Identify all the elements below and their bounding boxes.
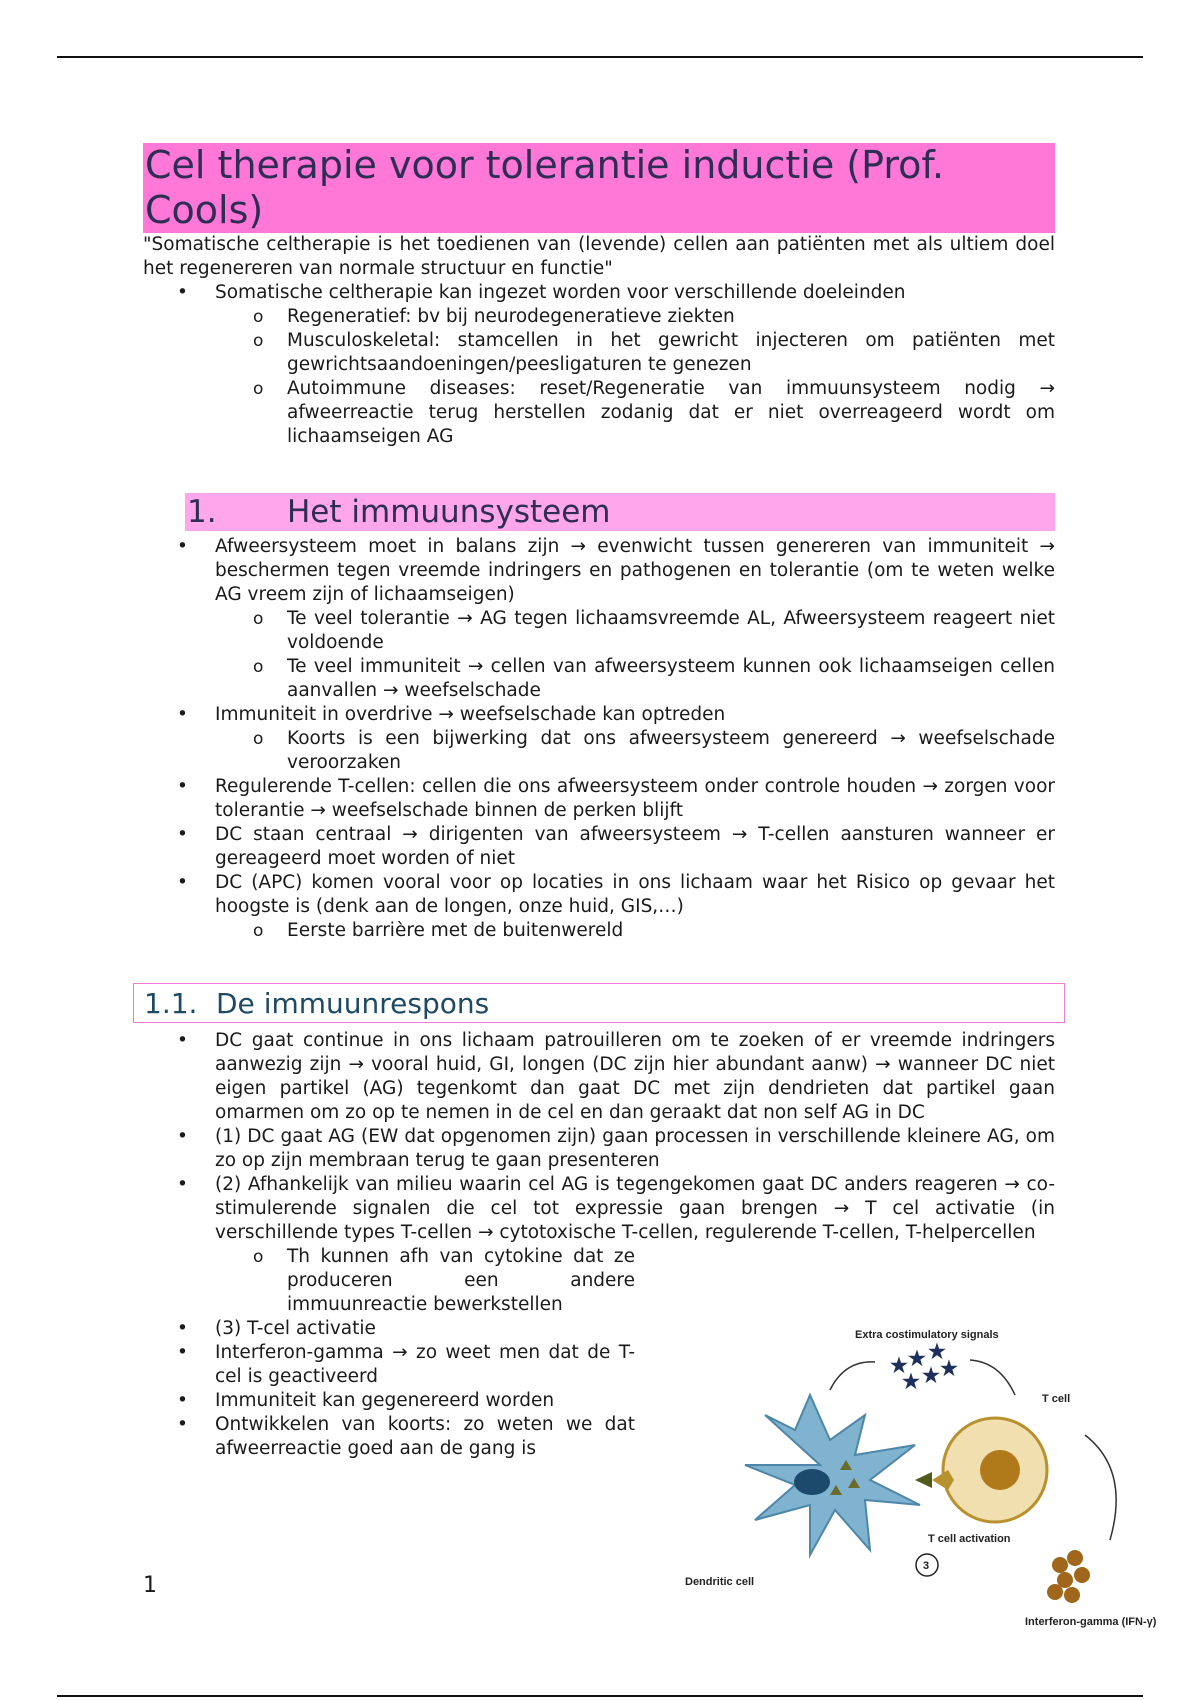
sub-list-item: o Regeneratief: bv bij neurodegeneratieve ziekten — [215, 305, 1055, 329]
dc-tcell-activation-figure — [670, 1320, 1170, 1630]
subsection-title: De immuunrespons — [216, 986, 490, 1020]
intro-paragraph: "Somatische celtherapie is het toedienen van (levende) cellen aan patiënten met als ultiem doel het regenereren van normale structuur en functie" — [143, 234, 1055, 279]
subsection-heading-1-1 — [133, 983, 1065, 1023]
sub-list-item: o Th kunnen afh van cytokine dat ze produceren een andere immuunreactie bewerkstellen — [215, 1245, 635, 1317]
figure-label-ifn: Interferon-gamma (IFN-γ) — [1025, 1616, 1157, 1628]
list-item: • Immuniteit kan gegenereerd worden — [143, 1389, 635, 1413]
section-number: 1. — [187, 494, 217, 530]
figure-step-number: 3 — [923, 1560, 930, 1572]
sub-list-item: o Te veel immuniteit → cellen van afweersysteem kunnen ook lichaamseigen cellen aanvallen → weefselschade — [215, 655, 1055, 703]
sub-list-item: o Eerste barrière met de buitenwereld — [215, 919, 1055, 943]
svg-text:★: ★ — [922, 1365, 940, 1387]
list-item-text: Somatische celtherapie kan ingezet worden voor verschillende doeleinden — [215, 282, 906, 303]
sub-list — [215, 1245, 635, 1317]
list-item: • DC staan centraal → dirigenten van afweersysteem → T-cellen aansturen wanneer er gereageerd moet worden of niet — [143, 823, 1055, 871]
sub-list-item: o Koorts is een bijwerking dat ons afweersysteem genereerd → weefselschade veroorzaken — [215, 727, 1055, 775]
svg-text:★: ★ — [940, 1358, 958, 1380]
list-item: • (3) T-cel activatie — [143, 1317, 635, 1341]
list-item-text: Afweersysteem moet in balans zijn → evenwicht tussen genereren van immuniteit → beschermen tegen vreemde indringers en pathogenen en tolerantie (om te weten welke AG vreem zijn of lichaamseigen) — [215, 536, 1055, 605]
figure-label-signals: Extra costimulatory signals — [855, 1329, 999, 1341]
section-heading-1 — [185, 493, 1055, 531]
list-item: • Interferon-gamma → zo weet men dat de T-cel is geactiveerd — [143, 1341, 635, 1389]
figure-label-dc: Dendritic cell — [685, 1576, 755, 1588]
sub-list-item: o Te veel tolerantie → AG tegen lichaamsvreemde AL, Afweersysteem reageert niet voldoende — [215, 607, 1055, 655]
list-item — [143, 871, 1055, 943]
page-number: 1 — [143, 1573, 157, 1598]
svg-text:★: ★ — [908, 1348, 926, 1370]
section11-list-continued — [143, 1317, 635, 1461]
section11-list — [143, 1029, 1055, 1317]
page-title: Cel therapie voor tolerantie inductie (Prof. Cools) — [145, 143, 945, 232]
list-item: • Ontwikkelen van koorts: zo weten we dat afweerreactie goed aan de gang is — [143, 1413, 635, 1461]
sub-list-item: o Musculoskeletal: stamcellen in het gewricht injecteren om patiënten met gewrichtsaandoeningen/peesligaturen te genezen — [215, 329, 1055, 377]
list-item — [143, 1173, 1055, 1317]
arrow-to-signals-icon — [830, 1362, 875, 1390]
dendritic-cell-icon — [745, 1395, 932, 1555]
sub-list — [215, 305, 1055, 449]
arrow-to-tcell-icon — [970, 1360, 1015, 1395]
section-title: Het immuunsysteem — [287, 494, 611, 530]
figure-label-activation: T cell activation — [928, 1533, 1011, 1545]
section1-list — [143, 535, 1055, 943]
sub-list-item: o Autoimmune diseases: reset/Regeneratie van immuunsysteem nodig → afweerreactie terug herstellen zodanig dat er niet overreageerd wordt om lichaamseigen AG — [215, 377, 1055, 449]
list-item — [143, 535, 1055, 703]
svg-text:★: ★ — [890, 1355, 908, 1377]
top-rule — [57, 56, 1143, 58]
list-item: • Regulerende T-cellen: cellen die ons afweersysteem onder controle houden → zorgen voor tolerantie → weefselschade binnen de perken blijft — [143, 775, 1055, 823]
sub-list — [215, 727, 1055, 775]
list-item: • DC gaat continue in ons lichaam patrouilleren om te zoeken of er vreemde indringers aanwezig zijn → vooral huid, GI, longen (DC zijn hier abundant aanw) → wanneer DC niet eigen partikel (AG) tegenkomt dan gaat DC met zijn dendrieten dat partikel gaan omarmen om zo op te nemen in de cel en dan geraakt dat non self AG in DC — [143, 1029, 1055, 1125]
list-item — [143, 703, 1055, 775]
costimulatory-stars-icon — [890, 1341, 958, 1393]
t-cell-icon — [932, 1418, 1047, 1522]
sub-list — [215, 607, 1055, 703]
title-block — [143, 143, 1055, 233]
list-item-text: Immuniteit in overdrive → weefselschade kan optreden — [215, 704, 726, 725]
sub-list — [215, 919, 1055, 943]
interferon-gamma-icon — [1047, 1550, 1090, 1603]
svg-text:★: ★ — [928, 1341, 946, 1363]
list-item — [143, 281, 1055, 449]
bottom-rule — [57, 1695, 1143, 1697]
arrow-to-ifn-icon — [1085, 1435, 1116, 1540]
figure-label-tcell: T cell — [1042, 1393, 1071, 1405]
svg-text:★: ★ — [902, 1371, 920, 1393]
intro-list — [143, 281, 1055, 449]
list-item: • (1) DC gaat AG (EW dat opgenomen zijn) gaan processen in verschillende kleinere AG, om zo op zijn membraan terug te gaan presenteren — [143, 1125, 1055, 1173]
subsection-number: 1.1. — [144, 986, 198, 1020]
page-content — [143, 143, 1055, 1461]
list-item-text: DC (APC) komen vooral voor op locaties in ons lichaam waar het Risico op gevaar het hoogste is (denk aan de longen, onze huid, GIS,…) — [215, 872, 1055, 917]
list-item-text: (2) Afhankelijk van milieu waarin cel AG is tegengekomen gaat DC anders reageren → co-stimulerende signalen die cel tot expressie gaan brengen → T cel activatie (in verschillende types T-cellen → cytotoxische T-cellen, regulerende T-cellen, T-helpercellen — [215, 1174, 1055, 1243]
